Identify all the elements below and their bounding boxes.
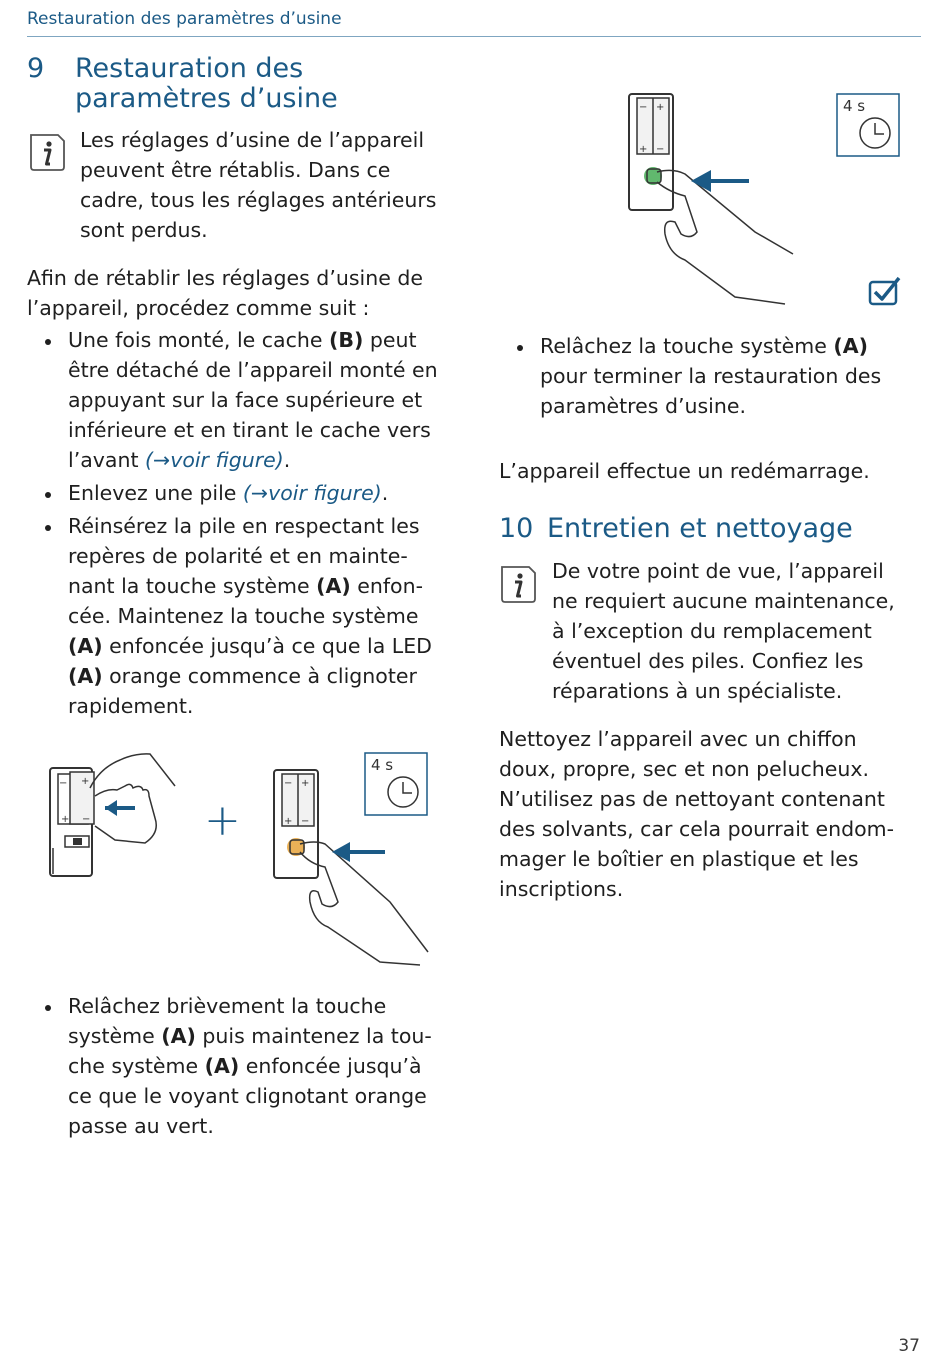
svg-text:−: − — [59, 778, 68, 789]
figure-reference-link[interactable]: (→voir figure) — [145, 448, 284, 472]
step-text: paramètres d’usine. — [540, 394, 746, 418]
step-text: peut — [363, 328, 417, 352]
info-note-factory-reset — [80, 125, 470, 245]
ref-a: (A) — [204, 1054, 240, 1078]
step-text: . — [381, 481, 389, 505]
info-note-line: sont perdus. — [80, 218, 208, 242]
section-9-number: 9 — [27, 53, 45, 84]
info-note-line: ne requiert aucune maintenance, — [552, 589, 895, 613]
svg-text:−: − — [284, 778, 293, 789]
info-note-line: De votre point de vue, l’appareil — [552, 559, 884, 583]
svg-text:+: + — [639, 144, 648, 155]
step-text: . — [283, 448, 291, 472]
step-text: che système — [68, 1054, 205, 1078]
list-item — [499, 331, 919, 421]
svg-text:+: + — [301, 778, 310, 789]
bullet-dot — [517, 345, 523, 351]
ref-a: (A) — [316, 574, 351, 598]
figure-reference-link[interactable]: (→voir figure) — [242, 481, 382, 505]
info-note-line: à l’exception du remplacement — [552, 619, 872, 643]
info-note-line: Les réglages d’usine de l’appareil — [80, 128, 425, 152]
intro-line: l’appareil, procédez comme suit : — [27, 296, 370, 320]
list-item — [27, 991, 467, 1141]
step-text: puis maintenez la tou- — [195, 1024, 432, 1048]
section-10-number: 10 — [499, 513, 534, 544]
cleaning-line: doux, propre, sec et non pelucheux. — [499, 757, 870, 781]
bullet-dot — [45, 492, 51, 498]
steps-list — [27, 325, 467, 721]
plus-sign: + — [204, 795, 241, 846]
svg-text:−: − — [656, 144, 665, 155]
section-9-heading — [27, 54, 447, 116]
step-text: Réinsérez la pile en respectant les — [68, 514, 420, 538]
cleaning-line: des solvants, car cela pourrait endom- — [499, 817, 894, 841]
ref-a: (A) — [161, 1024, 196, 1048]
step-text: système — [68, 1024, 162, 1048]
list-item — [27, 511, 467, 721]
step-text: Relâchez la touche système — [540, 334, 834, 358]
figure-remove-battery — [45, 748, 185, 883]
bullet-dot — [45, 339, 51, 345]
steps-list-right — [499, 331, 919, 421]
info-note-line: peuvent être rétablis. Dans ce — [80, 158, 391, 182]
info-icon — [498, 563, 538, 605]
ref-a: (A) — [68, 664, 103, 688]
section-9-title-line-1: Restauration des — [75, 53, 304, 84]
step-text: Une fois monté, le cache — [68, 328, 330, 352]
ref-a: (A) — [68, 634, 103, 658]
timer-label: 4 s — [843, 97, 866, 115]
page-number: 37 — [898, 1336, 920, 1356]
step-text: l’avant — [68, 448, 146, 472]
step-text: enfoncée jusqu’à — [239, 1054, 422, 1078]
svg-text:+: + — [284, 816, 293, 827]
step-text: orange commence à clignoter — [102, 664, 417, 688]
cleaning-line: Nettoyez l’appareil avec un chiffon — [499, 727, 857, 751]
svg-text:+: + — [656, 102, 665, 113]
cleaning-line: mager le boîtier en plastique et les — [499, 847, 859, 871]
info-note-line: cadre, tous les réglages antérieurs — [80, 188, 437, 212]
restart-note: L’appareil effectue un redémarrage. — [499, 459, 870, 483]
bullet-dot — [45, 525, 51, 531]
timer-label: 4 s — [371, 756, 394, 774]
step-text: ce que le voyant clignotant orange — [68, 1084, 427, 1108]
svg-text:−: − — [82, 814, 91, 825]
step-text: enfon- — [350, 574, 423, 598]
section-10-heading — [499, 514, 919, 546]
steps-list-continued — [27, 991, 467, 1141]
step-text: cée. Maintenez la touche système — [68, 604, 419, 628]
section-10-title: Entretien et nettoyage — [547, 513, 853, 544]
figure-press-button-orange — [270, 752, 430, 967]
bullet-dot — [45, 1005, 51, 1011]
step-text: Relâchez brièvement la touche — [68, 994, 387, 1018]
step-text: être détaché de l’appareil monté en — [68, 358, 438, 382]
info-note-maintenance — [552, 556, 932, 706]
step-text: pour terminer la restauration des — [540, 364, 882, 388]
list-item — [27, 478, 467, 508]
step-text: Enlevez une pile — [68, 481, 243, 505]
list-item — [27, 325, 467, 475]
svg-text:−: − — [639, 102, 648, 113]
cleaning-line: N’utilisez pas de nettoyant contenant — [499, 787, 885, 811]
cleaning-paragraph — [499, 724, 929, 904]
svg-text:−: − — [301, 816, 310, 827]
header-rule — [27, 36, 921, 37]
running-head: Restauration des paramètres d’usine — [27, 9, 342, 29]
step-text: appuyant sur la face supérieure et — [68, 388, 423, 412]
step-text: enfoncée jusqu’à ce que la LED — [102, 634, 432, 658]
info-note-line: réparations à un spécialiste. — [552, 679, 843, 703]
step-text: inférieure et en tirant le cache vers — [68, 418, 431, 442]
figure-press-button-green — [625, 92, 905, 312]
intro-line: Afin de rétablir les réglages d’usine de — [27, 266, 423, 290]
step-text: repères de polarité et en mainte- — [68, 544, 408, 568]
step-text: passe au vert. — [68, 1114, 214, 1138]
svg-text:+: + — [81, 776, 90, 787]
intro-paragraph — [27, 263, 467, 323]
step-text: rapidement. — [68, 694, 194, 718]
ref-a: (A) — [833, 334, 868, 358]
section-9-title-line-2: paramètres d’usine — [75, 83, 338, 114]
info-note-line: éventuel des piles. Confiez les — [552, 649, 864, 673]
step-text: nant la touche système — [68, 574, 317, 598]
cleaning-line: inscriptions. — [499, 877, 624, 901]
ref-b: (B) — [329, 328, 364, 352]
svg-text:+: + — [61, 814, 70, 825]
info-icon — [27, 131, 67, 173]
